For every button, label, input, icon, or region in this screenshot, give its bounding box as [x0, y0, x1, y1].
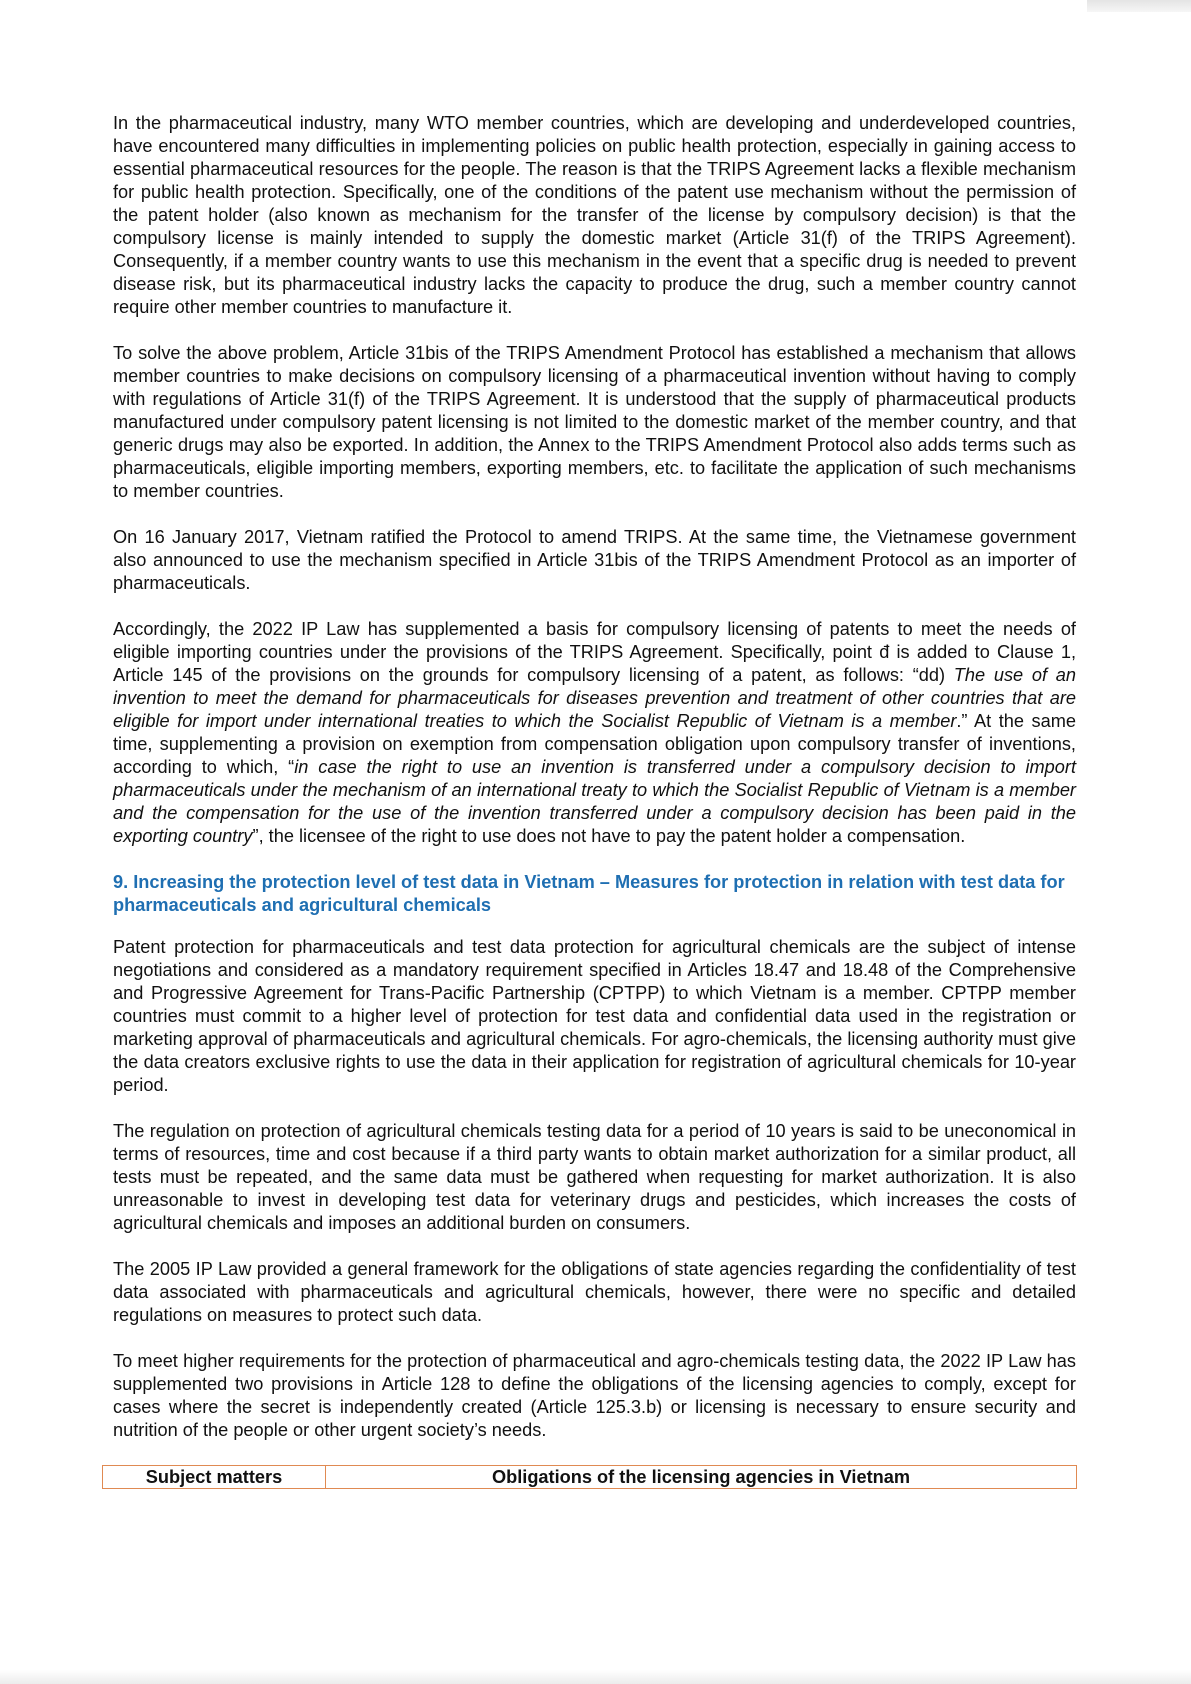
- paragraph-2022-ip-law: To meet higher requirements for the protection of pharmaceutical and agro-chemicals testing data, the 2022 IP Law has supplemented two provisions in Article 128 to define the obligations of the licensing agencies to comply, except for cases where the secret is independently created (Article 125.3.b) or licensing is necessary to ensure security and nutrition of the people or other urgent society’s needs.: [113, 1351, 1076, 1440]
- obligations-table: [102, 1465, 1077, 1489]
- paragraph-compulsory-licensing: [113, 618, 1076, 848]
- text-run: Accordingly, the 2022 IP Law has supplemented a basis for compulsory licensing of patents to meet the needs of eligible importing countries under the provisions of the TRIPS Agreement. Specifically, point đ is added to Clause 1, Article 145 of the provisions on the grounds for compulsory licensing of a patent, as follows: “dd): [113, 619, 1076, 685]
- paragraph-trips-background: In the pharmaceutical industry, many WTO member countries, which are developing and underdeveloped countries, have encountered many difficulties in implementing policies on public health protection, especially in gaining access to essential pharmaceutical resources for the people. The reason is that the TRIPS Agreement lacks a flexible mechanism for public health protection. Specifically, one of the conditions of the patent use mechanism without the permission of the patent holder (also known as mechanism for the transfer of the license by compulsory decision) is that the compulsory license is mainly intended to supply the domestic market (Article 31(f) of the TRIPS Agreement). Consequently, if a member country wants to use this mechanism in the event that a specific drug is needed to prevent disease risk, but its pharmaceutical industry lacks the capacity to produce the drug, such a member country cannot require other member countries to manufacture it.: [113, 113, 1076, 317]
- page-bottom-shadow: [0, 1670, 1191, 1684]
- page-corner-shadow: [1087, 0, 1191, 12]
- paragraph-test-data-regulation: The regulation on protection of agricultural chemicals testing data for a period of 10 years is said to be uneconomical in terms of resources, time and cost because if a third party wants to obtain market authorization for a similar product, all tests must be repeated, and the same data must be gathered when requesting for market authorization. It is also unreasonable to invest in developing test data for veterinary drugs and pesticides, which increases the costs of agricultural chemicals and imposes an additional burden on consumers.: [113, 1121, 1076, 1233]
- paragraph-vietnam-ratification: On 16 January 2017, Vietnam ratified the Protocol to amend TRIPS. At the same time, the Vietnamese government also announced to use the mechanism specified in Article 31bis of the TRIPS Amendment Protocol as an importer of pharmaceuticals.: [113, 527, 1076, 593]
- table-header-cell: Subject matters: [103, 1466, 326, 1489]
- paragraph-2005-ip-law: The 2005 IP Law provided a general framework for the obligations of state agencies regarding the confidentiality of test data associated with pharmaceuticals and agricultural chemicals, however, there were no specific and detailed regulations on measures to protect such data.: [113, 1259, 1076, 1325]
- italic-quote: in case the right to use an invention is transferred under a compulsory decision to import pharmaceuticals under the mechanism of an international treaty to which the Socialist Republic of Vietnam is a member and the compensation for the use of the invention transferred under a compulsory decision has been paid in the exporting country: [113, 757, 1077, 846]
- document-body: [113, 112, 1076, 1489]
- italic-quote: The use of an invention to meet the demand for pharmaceuticals for diseases prevention and treatment of other countries that are eligible for import under international treaties to which the Socialist Republic of Vietnam is a member: [113, 665, 1076, 731]
- section-heading: 9. Increasing the protection level of test data in Vietnam – Measures for protection in relation with test data for pharmaceuticals and agricultural chemicals: [113, 872, 1065, 915]
- paragraph-article-31bis: To solve the above problem, Article 31bis of the TRIPS Amendment Protocol has established a mechanism that allows member countries to make decisions on compulsory licensing of a pharmaceutical invention without having to comply with regulations of Article 31(f) of the TRIPS Agreement. It is understood that the supply of pharmaceutical products manufactured under compulsory patent licensing is not limited to the domestic market of the member country, and that generic drugs may also be exported. In addition, the Annex to the TRIPS Amendment Protocol also adds terms such as pharmaceuticals, eligible importing members, exporting members, etc. to facilitate the application of such mechanisms to member countries.: [113, 343, 1076, 501]
- table-header-row: [103, 1466, 1077, 1489]
- text-run: ”, the licensee of the right to use does not have to pay the patent holder a compensation.: [252, 826, 966, 846]
- table-header-cell: Obligations of the licensing agencies in Vietnam: [326, 1466, 1077, 1489]
- text-run: .” At the same time, supplementing a provision on exemption from compensation obligation upon compulsory transfer of inventions, according to which, “: [113, 711, 1076, 777]
- paragraph-cptpp: Patent protection for pharmaceuticals and test data protection for agricultural chemicals are the subject of intense negotiations and considered as a mandatory requirement specified in Articles 18.47 and 18.48 of the Comprehensive and Progressive Agreement for Trans-Pacific Partnership (CPTPP) to which Vietnam is a member. CPTPP member countries must commit to a higher level of protection for test data and confidential data used in the registration or marketing approval of pharmaceuticals and agricultural chemicals. For agro-chemicals, the licensing authority must give the data creators exclusive rights to use the data in their application for registration of agricultural chemicals for 10-year period.: [113, 937, 1076, 1095]
